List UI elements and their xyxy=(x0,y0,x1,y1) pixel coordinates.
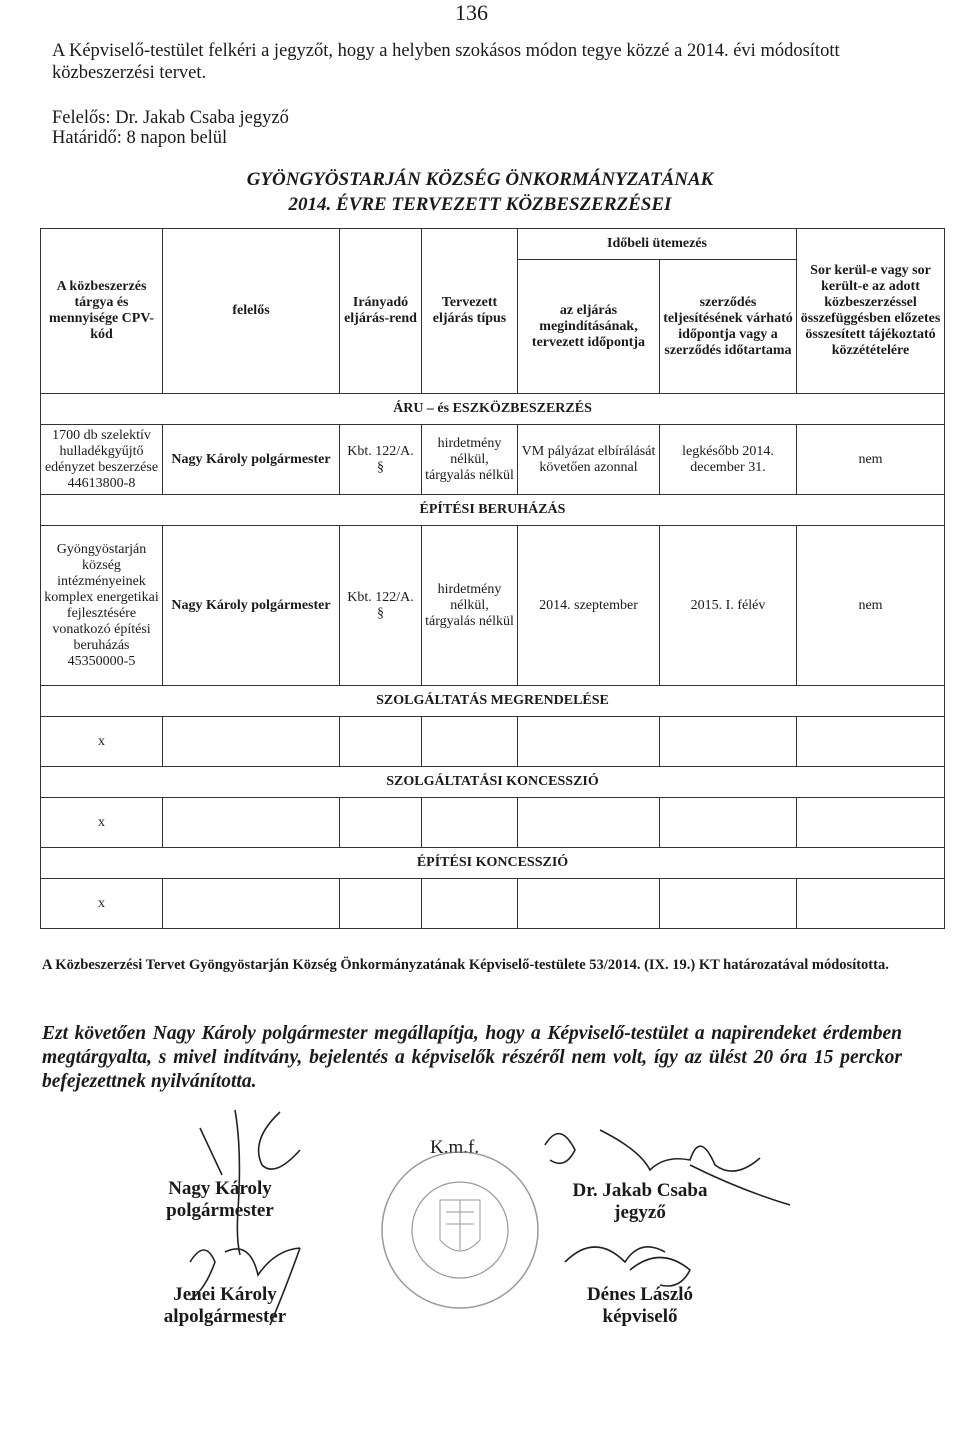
stamp-coat-of-arms-icon xyxy=(440,1200,480,1251)
signer-role: alpolgármester xyxy=(163,1306,287,1327)
page-number: 136 xyxy=(455,0,488,25)
header-subject: A közbeszerzés tárgya és mennyisége CPV-kód xyxy=(41,229,163,394)
header-start: az eljárás megindításának, tervezett időpontja xyxy=(518,260,660,394)
title-line-1: GYÖNGYÖSTARJÁN KÖZSÉG ÖNKORMÁNYZATÁNAK xyxy=(246,169,714,190)
title-line-2: 2014. ÉVRE TERVEZETT KÖZBESZERZÉSEI xyxy=(288,194,672,215)
cell-subject: x xyxy=(41,717,163,767)
header-procedure-rule: Irányadó eljárás-rend xyxy=(340,229,422,394)
cell-responsible: Nagy Károly polgármester xyxy=(163,425,340,495)
cell-responsible: Nagy Károly polgármester xyxy=(163,526,340,686)
amendment-note: A Közbeszerzési Tervet Gyöngyöstarján Község Önkormányzatának Képviselő-testülete 53/2014. (IX. 19.) KT határozatával módosította. xyxy=(42,957,889,973)
signer-name: Nagy Károly xyxy=(168,1178,272,1199)
section-title: SZOLGÁLTATÁSI KONCESSZIÓ xyxy=(41,767,945,798)
cell-rule: Kbt. 122/A. § xyxy=(340,526,422,686)
section-title: SZOLGÁLTATÁS MEGRENDELÉSE xyxy=(41,686,945,717)
section-title: ÁRU – és ESZKÖZBESZERZÉS xyxy=(41,394,945,425)
header-summary: Sor kerül-e vagy sor került-e az adott közbeszerzéssel összefüggésben előzetes összesített tájékoztató közzétételére xyxy=(797,229,945,394)
signer-role: képviselő xyxy=(602,1306,678,1327)
signature-mark-representative xyxy=(565,1247,690,1286)
header-procedure-type: Tervezett eljárás típus xyxy=(422,229,518,394)
signature-mark-mayor xyxy=(200,1110,300,1255)
signer-role: jegyző xyxy=(614,1202,666,1223)
cell-fulfillment: 2015. I. félév xyxy=(660,526,797,686)
cell-start: 2014. szeptember xyxy=(518,526,660,686)
cell-subject: x xyxy=(41,798,163,848)
signer-role: polgármester xyxy=(166,1200,274,1221)
signature-mark-deputy-mayor xyxy=(190,1248,300,1325)
cell-start: VM pályázat elbírálását követően azonnal xyxy=(518,425,660,495)
signer-name: Jenei Károly xyxy=(173,1284,277,1305)
cell-summary: nem xyxy=(797,425,945,495)
section-title: ÉPÍTÉSI BERUHÁZÁS xyxy=(41,495,945,526)
section-title: ÉPÍTÉSI KONCESSZIÓ xyxy=(41,848,945,879)
cell-type: hirdetmény nélkül, tárgyalás nélkül xyxy=(422,526,518,686)
signature-mark-notary xyxy=(545,1130,790,1205)
header-schedule: Időbeli ütemezés xyxy=(518,229,797,260)
closing-paragraph: Ezt követően Nagy Károly polgármester megállapítja, hogy a Képviselő-testület a napirendeket érdemben megtárgyalta, s mivel indítvány, bejelentés a képviselők részéről nem volt, így az ülést 20 óra 15 perckor befejezettnek nyilvánította. xyxy=(42,1023,902,1092)
header-fulfillment: szerződés teljesítésének várható időpontja vagy a szerződés időtartama xyxy=(660,260,797,394)
cell-rule: Kbt. 122/A. § xyxy=(340,425,422,495)
cell-fulfillment: legkésőbb 2014. december 31. xyxy=(660,425,797,495)
kmf-label: K.m.f. xyxy=(430,1137,480,1158)
cell-subject: x xyxy=(41,879,163,929)
deadline-line: Határidő: 8 napon belül xyxy=(52,128,228,148)
signer-name: Dr. Jakab Csaba xyxy=(572,1180,708,1201)
signer-name: Dénes László xyxy=(586,1284,694,1305)
cell-summary: nem xyxy=(797,526,945,686)
cell-subject: Gyöngyöstarján község intézményeinek komplex energetikai fejlesztésére vonatkozó építési beruházás 45350000-5 xyxy=(41,526,163,686)
cell-subject: 1700 db szelektív hulladékgyűjtő edényzet beszerzése 44613800-8 xyxy=(41,425,163,495)
cell-type: hirdetmény nélkül, tárgyalás nélkül xyxy=(422,425,518,495)
responsible-line: Felelős: Dr. Jakab Csaba jegyző xyxy=(52,108,289,128)
official-stamp xyxy=(382,1152,538,1308)
header-responsible: felelős xyxy=(163,229,340,394)
intro-paragraph: A Képviselő-testület felkéri a jegyzőt, hogy a helyben szokásos módon tegye közzé a 2014. évi módosított közbeszerzési tervet. xyxy=(52,41,840,83)
